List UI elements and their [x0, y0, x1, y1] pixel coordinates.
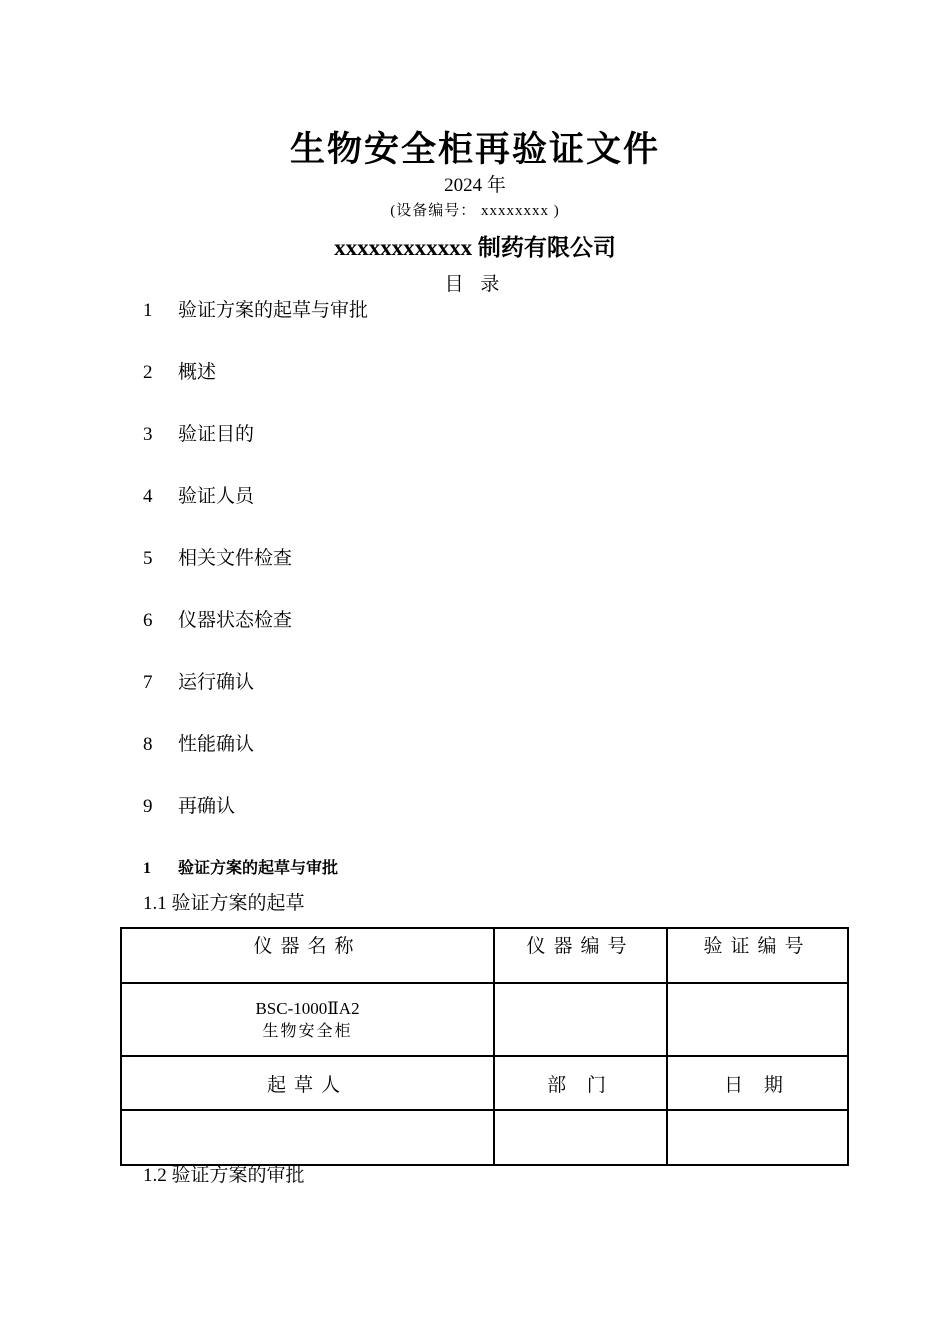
toc-item-number: 2: [143, 362, 153, 383]
toc-item-label: 仪器状态检查: [178, 610, 293, 631]
header-date: 日 期: [667, 1056, 848, 1110]
instrument-model: BSC-1000ⅡA2: [255, 998, 360, 1018]
toc-item-4: [143, 483, 254, 511]
cell-validation-number[interactable]: [667, 983, 848, 1056]
toc-item-label: 验证人员: [178, 486, 255, 507]
cell-date[interactable]: [667, 1110, 848, 1165]
toc-item-label: 验证方案的起草与审批: [178, 300, 369, 321]
toc-item-label: 性能确认: [178, 734, 255, 755]
toc-item-number: 4: [143, 486, 153, 507]
toc-item-label: 概述: [178, 362, 217, 383]
toc-item-number: 7: [143, 672, 153, 693]
header-drafter: 起草人: [121, 1056, 494, 1110]
table-header-row: [121, 928, 848, 983]
toc-item-number: 3: [143, 424, 153, 445]
toc-item-number: 9: [143, 796, 153, 817]
toc-heading: 目 录: [444, 274, 506, 295]
document-year: 2024 年: [444, 175, 506, 196]
document-title: 生物安全柜再验证文件: [289, 130, 660, 169]
subsection-heading-drafting: 1.1 验证方案的起草: [143, 893, 305, 914]
company-name: xxxxxxxxxxxx 制药有限公司: [334, 235, 616, 260]
toc-item-6: [143, 607, 292, 635]
header-instrument-name: 仪器名称: [121, 928, 494, 983]
equipment-number: (设备编号： xxxxxxxx ): [390, 203, 560, 219]
cell-instrument-number[interactable]: [494, 983, 667, 1056]
drafting-table: [120, 927, 849, 1166]
toc-item-5: [143, 545, 292, 573]
toc-item-label: 再确认: [178, 796, 236, 817]
subsection-heading-approval: 1.2 验证方案的审批: [143, 1165, 305, 1186]
toc-item-number: 6: [143, 610, 153, 631]
toc-item-label: 验证目的: [178, 424, 255, 445]
toc-item-label: 运行确认: [178, 672, 255, 693]
toc-item-label: 相关文件检查: [178, 548, 293, 569]
section-title: 验证方案的起草与审批: [178, 860, 339, 877]
table-row: [121, 983, 848, 1056]
cell-drafter[interactable]: [121, 1110, 494, 1165]
toc-item-number: 8: [143, 734, 153, 755]
header-validation-number: 验证编号: [667, 928, 848, 983]
toc-item-1: [143, 297, 368, 325]
section-heading: [143, 856, 338, 882]
cell-instrument-name: [121, 983, 494, 1056]
header-instrument-number: 仪器编号: [494, 928, 667, 983]
toc-item-8: [143, 731, 254, 759]
toc-item-7: [143, 669, 254, 697]
toc-item-number: 1: [143, 300, 153, 321]
toc-item-number: 5: [143, 548, 153, 569]
toc-item-2: [143, 359, 216, 387]
cell-department[interactable]: [494, 1110, 667, 1165]
toc-item-9: [143, 793, 235, 821]
header-department: 部 门: [494, 1056, 667, 1110]
table-row: [121, 1110, 848, 1165]
section-number: 1: [143, 860, 151, 877]
table-header-row-2: [121, 1056, 848, 1110]
instrument-type: 生物安全柜: [262, 1022, 353, 1040]
toc-item-3: [143, 421, 254, 449]
